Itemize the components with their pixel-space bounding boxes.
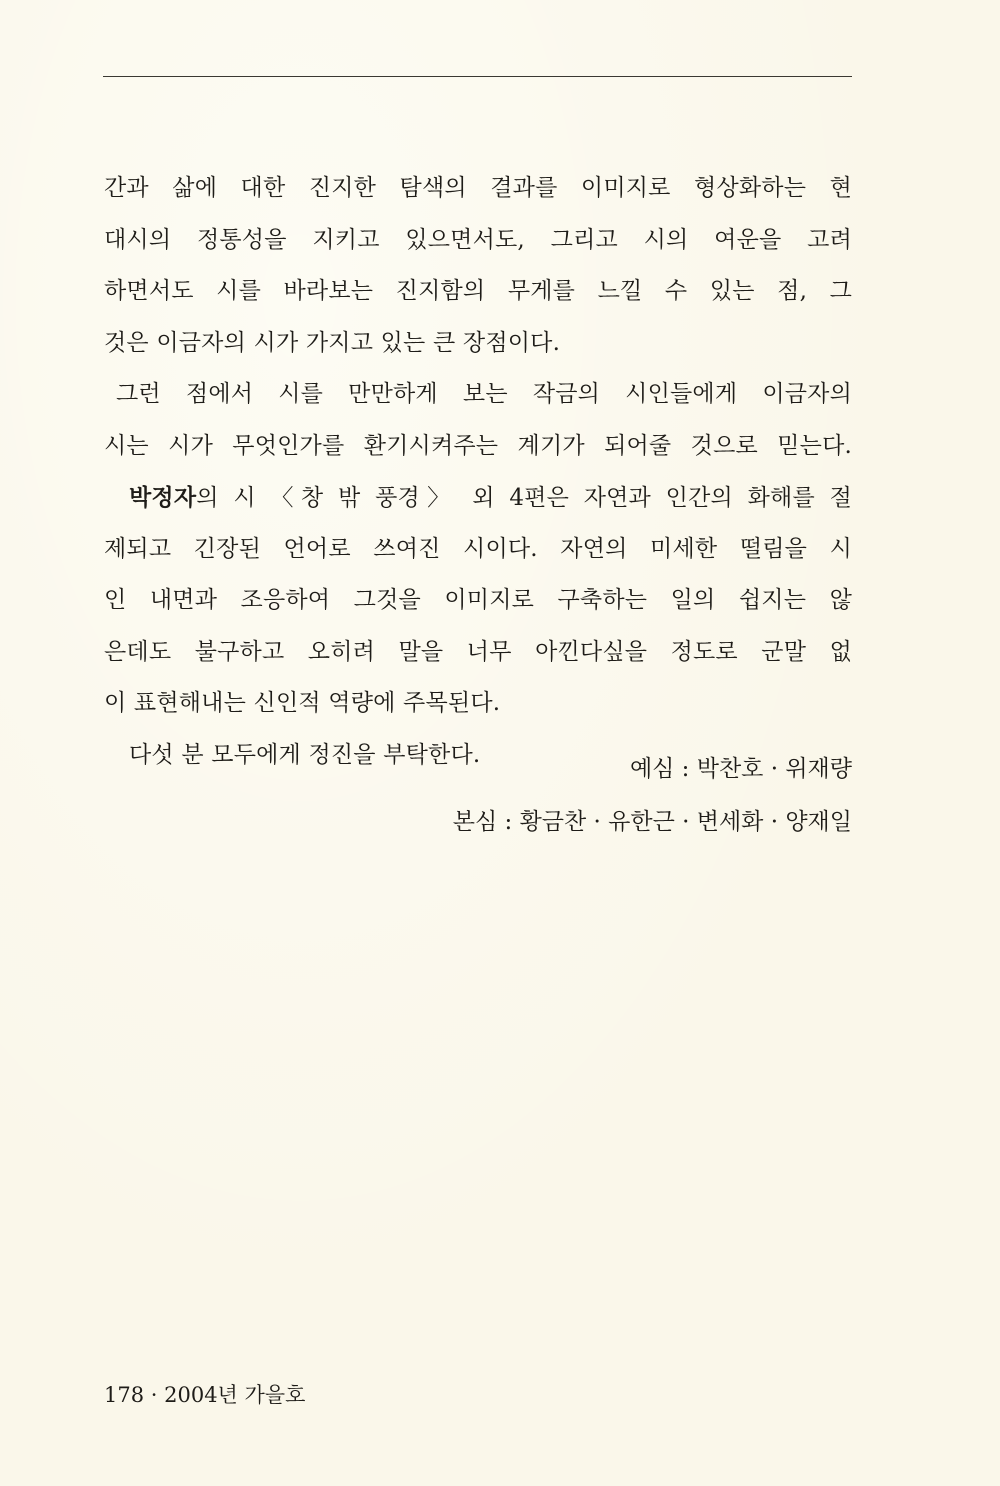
paragraph-3-line-5: 이 표현해내는 신인적 역량에 주목된다. (104, 690, 501, 716)
top-rule (103, 76, 852, 77)
paragraph-2-line-2: 시는 시가 무엇인가를 환기시켜주는 계기가 되어줄 것으로 믿는다. (104, 432, 852, 459)
paragraph-1-line-4: 것은 이금자의 시가 가지고 있는 큰 장점이다. (104, 329, 561, 356)
body-text (104, 163, 852, 781)
paragraph-1-line-1: 간과 삶에 대한 진지한 탐색의 결과를 이미지로 형상화하는 현 (104, 175, 852, 201)
preliminary-judges: 예심 : 박찬호 · 위재량 (629, 756, 852, 782)
paragraph-3-line-2: 제되고 긴장된 언어로 쓰여진 시이다. 자연의 미세한 떨림을 시 (104, 535, 852, 562)
paragraph-2-line-1: 그런 점에서 시를 만만하게 보는 작금의 시인들에게 이금자의 (116, 381, 852, 407)
paragraph-3-line-1-text: 의 시 〈창 밖 풍경〉 외 4편은 자연과 인간의 화해를 절 (196, 485, 852, 511)
paragraph-3-line-4: 은데도 불구하고 오히려 말을 너무 아낀다싶을 정도로 군말 없 (104, 638, 852, 665)
paragraph-3-line-1 (104, 472, 852, 524)
paragraph-3-line-3: 인 내면과 조응하여 그것을 이미지로 구축하는 일의 쉽지는 않 (104, 587, 852, 613)
main-judges: 본심 : 황금찬 · 유한근 · 변세화 · 양재일 (452, 809, 852, 835)
paragraph-1-line-3: 하면서도 시를 바라보는 진지함의 무게를 느낄 수 있는 점, 그 (104, 278, 852, 304)
page-footer: 178 · 2004년 가을호 (104, 1383, 306, 1407)
paragraph-1-line-2: 대시의 정통성을 지키고 있으면서도, 그리고 시의 여운을 고려 (104, 226, 852, 253)
paragraph-4-line-1: 다섯 분 모두에게 정진을 부탁한다. (129, 741, 481, 768)
author-name: 박정자 (129, 484, 197, 511)
judges-block (453, 743, 852, 849)
